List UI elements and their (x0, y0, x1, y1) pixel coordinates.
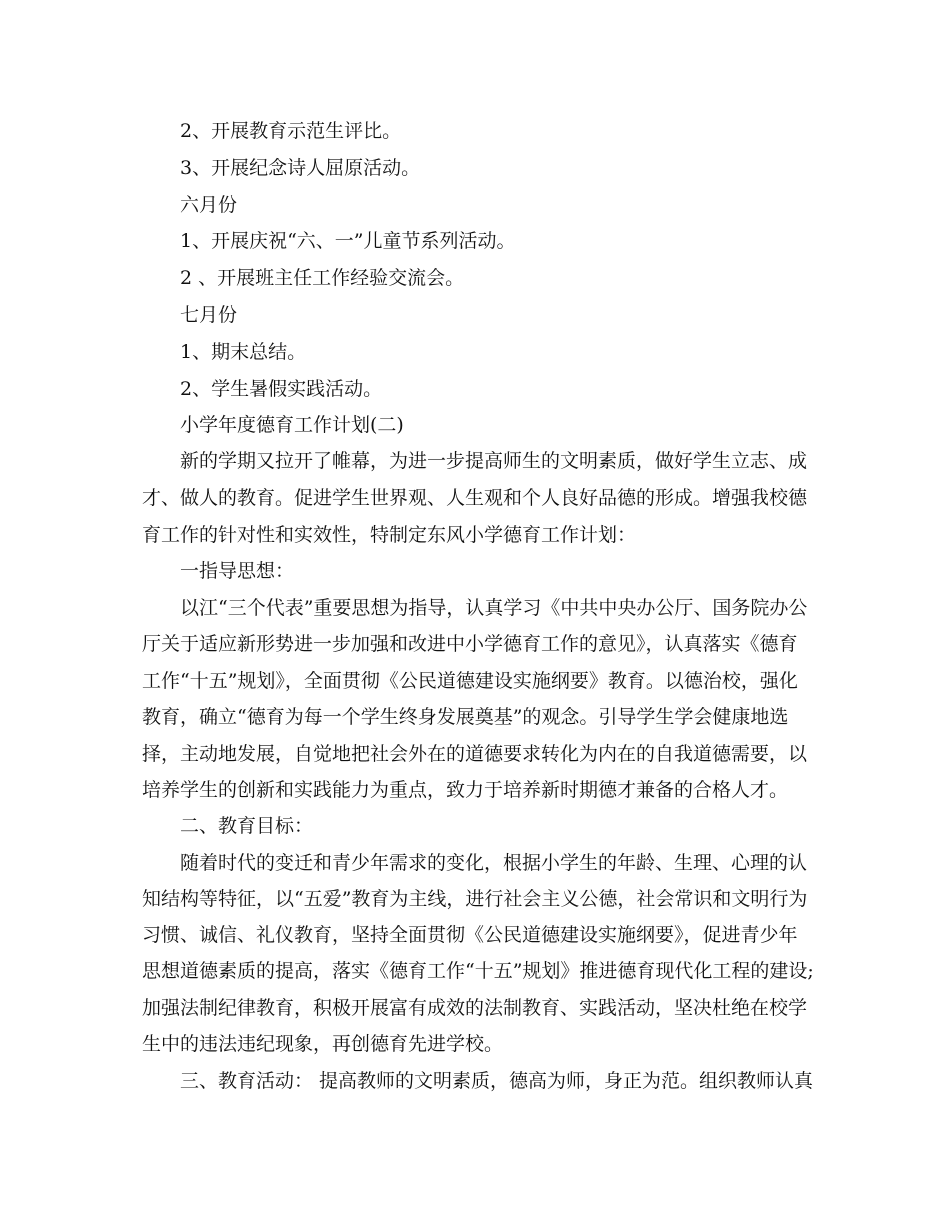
paragraph-line: 随着时代的变迁和青少年需求的变化，根据小学生的年龄、生理、心理的认 (180, 852, 808, 874)
document-title: 小学年度德育工作计划(二) (180, 414, 404, 436)
paragraph-line: 思想道德素质的提高，落实《德育工作“十五”规划》推进德育现代化工程的建设; (142, 960, 814, 982)
section-heading: 二、教育目标： (180, 815, 314, 837)
paragraph-line: 加强法制纪律教育，积极开展富有成效的法制教育、实践活动，坚决杜绝在校学 (142, 997, 808, 1019)
paragraph-line: 生中的违法违纪现象，再创德育先进学校。 (142, 1033, 504, 1055)
paragraph-line: 择，主动地发展，自觉地把社会外在的道德要求转化为内在的自我道德需要，以 (142, 743, 808, 765)
paragraph-line: 三、教育活动： 提高教师的文明素质，德高为师，身正为范。组织教师认真 (180, 1070, 814, 1092)
list-item: 2 、开展班主任工作经验交流会。 (180, 267, 465, 289)
paragraph-line: 知结构等特征，以“五爱”教育为主线，进行社会主义公德，社会常识和文明行为 (142, 888, 808, 910)
paragraph-line: 新的学期又拉开了帷幕，为进一步提高师生的文明素质，做好学生立志、成 (180, 450, 808, 472)
section-heading: 七月份 (180, 304, 238, 326)
list-item: 2、开展教育示范生评比。 (180, 120, 402, 142)
paragraph-line: 教育，确立“德育为每一个学生终身发展奠基”的观念。引导学生学会健康地选 (142, 706, 789, 728)
paragraph-line: 育工作的针对性和实效性，特制定东风小学德育工作计划： (142, 524, 637, 546)
paragraph-line: 习惯、诚信、礼仪教育，坚持全面贯彻《公民道德建设实施纲要》，促进青少年 (142, 924, 798, 946)
list-item: 1、开展庆祝“六、一”儿童节系列活动。 (180, 230, 516, 252)
section-heading: 六月份 (180, 194, 238, 216)
paragraph-line: 才、做人的教育。促进学生世界观、人生观和个人良好品德的形成。增强我校德 (142, 487, 808, 509)
paragraph-line: 厅关于适应新形势进一步加强和改进中小学德育工作的意见》，认真落实《德育 (142, 633, 798, 655)
list-item: 1、期末总结。 (180, 341, 307, 363)
list-item: 2、学生暑假实践活动。 (180, 378, 383, 400)
section-heading: 一指导思想： (180, 560, 295, 582)
list-item: 3、开展纪念诗人屈原活动。 (180, 157, 421, 179)
paragraph-line: 工作“十五”规划》，全面贯彻《公民道德建设实施纲要》教育。以德治校，强化 (142, 670, 798, 692)
paragraph-line: 培养学生的创新和实践能力为重点，致力于培养新时期德才兼备的合格人才。 (142, 779, 789, 801)
paragraph-line: 以江“三个代表”重要思想为指导，认真学习《中共中央办公厅、国务院办公 (180, 597, 808, 619)
